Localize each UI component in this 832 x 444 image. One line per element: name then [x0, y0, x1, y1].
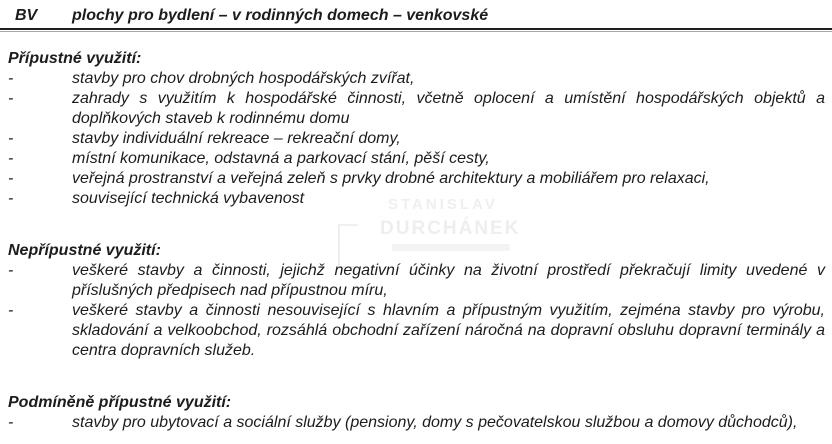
- list-item: [8, 129, 825, 149]
- list-item-text: stavby pro chov drobných hospodářských zvířat,: [72, 70, 415, 87]
- list-item: [8, 69, 825, 89]
- list-item-text: stavby individuální rekreace – rekreační domy,: [72, 130, 401, 147]
- list-item: [8, 413, 825, 433]
- list-item-dash: -: [8, 302, 14, 319]
- document-header: [0, 0, 832, 24]
- section-permitted-use: [8, 49, 825, 209]
- list-item-dash: -: [8, 262, 14, 279]
- watermark-name-line1: STANISLAV: [388, 196, 498, 213]
- list-item-text: související technická vybavenost: [72, 190, 305, 207]
- list-item-dash: -: [8, 170, 14, 187]
- list-item: [8, 169, 825, 189]
- list-item-dash: -: [8, 190, 14, 207]
- section-heading: Přípustné využití:: [8, 50, 142, 67]
- list-item-dash: -: [8, 150, 14, 167]
- section-conditionally-permitted-use: [8, 393, 825, 433]
- list-item-text: veškeré stavby a činnosti, jejichž negativní účinky na životní prostředí překračují limity uvedené v příslušných předpisech nad přípustnou míru,: [72, 262, 825, 299]
- section-impermissible-use: [8, 241, 825, 361]
- list-item-text: zahrady s využitím k hospodářské činnosti, včetně oplocení a umístění hospodářských objektů a doplňkových staveb k rodinnému domu: [72, 90, 825, 127]
- list-item: [8, 89, 825, 129]
- list-item-dash: -: [8, 90, 14, 107]
- list-item-text: místní komunikace, odstavná a parkovací stání, pěší cesty,: [72, 150, 490, 167]
- list-item-dash: -: [8, 414, 14, 431]
- list-item: [8, 301, 825, 361]
- list-item: [8, 189, 825, 209]
- list-item-text: veřejná prostranství a veřejná zeleň s prvky drobné architektury a mobiliářem pro relaxaci,: [72, 170, 710, 187]
- list-item-text: stavby pro ubytovací a sociální služby (pensiony, domy s pečovatelskou službou a domovy důchodců),: [72, 414, 798, 431]
- list-item: [8, 149, 825, 169]
- list-item-text: veškeré stavby a činnosti nesouvisející s hlavním a přípustným využitím, zejména stavby pro výrobu, skladování a velkoobchod, rozsáhlá obchodní zařízení náročná na dopravní obsluhu dopravní terminály a centra dopravních služeb.: [72, 302, 825, 359]
- header-rule-dark-line: [0, 28, 832, 30]
- watermark-name-line2: DURCHÁNEK: [380, 218, 521, 239]
- list-item-dash: -: [8, 130, 14, 147]
- document-body: [0, 32, 832, 433]
- section-heading: Nepřípustné využití:: [8, 242, 161, 259]
- section-heading: Podmíněně přípustné využití:: [8, 394, 232, 411]
- list-item: [8, 261, 825, 301]
- zone-title: plochy pro bydlení – v rodinných domech – venkovské: [72, 7, 489, 24]
- list-item-dash: -: [8, 70, 14, 87]
- zone-code: BV: [15, 7, 38, 24]
